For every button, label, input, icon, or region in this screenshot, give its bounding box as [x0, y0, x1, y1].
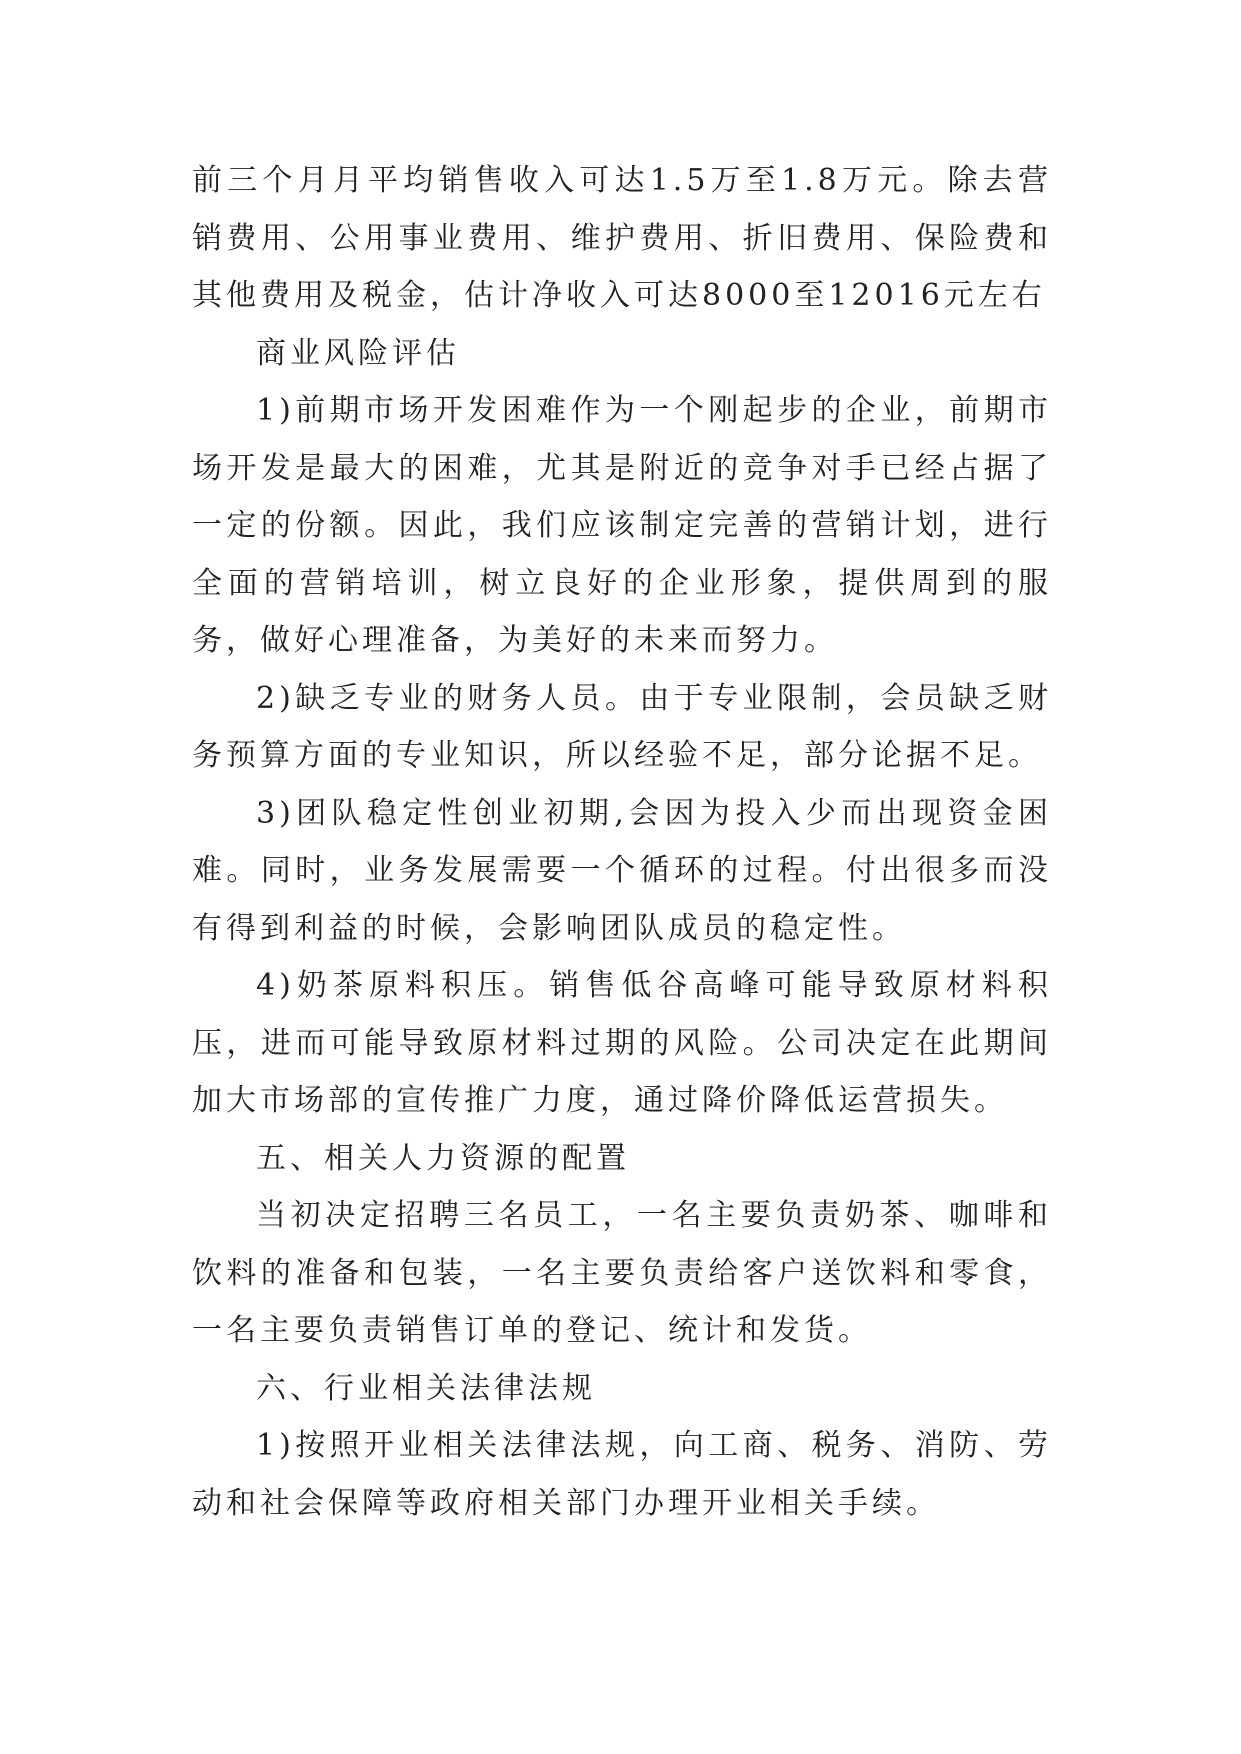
- paragraph-income-estimate: 前三个月月平均销售收入可达1.5万至1.8万元。除去营销费用、公用事业费用、维护费用、折旧费用、保险费和其他费用及税金，估计净收入可达8000至12016元左右: [192, 163, 1052, 313]
- paragraph-risk-finance-staff: 2)缺乏专业的财务人员。由于专业限制，会员缺乏财务预算方面的专业知识，所以经验不足，部分论据不足。: [192, 680, 1052, 773]
- heading-business-risk: 商业风险评估: [256, 335, 460, 371]
- paragraph-risk-team-stability: 3)团队稳定性创业初期,会因为投入少而出现资金困难。同时，业务发展需要一个循环的过程。付出很多而没有得到利益的时候，会影响团队成员的稳定性。: [192, 795, 1052, 946]
- heading-laws-regulations: 六、行业相关法律法规: [256, 1370, 596, 1406]
- document-body: [192, 152, 1052, 1532]
- paragraph-risk-market-development: 1)前期市场开发困难作为一个刚起步的企业，前期市场开发是最大的困难，尤其是附近的竞争对手已经占据了一定的份额。因此，我们应该制定完善的营销计划，进行全面的营销培训，树立良好的企业形象，提供周到的服务，做好心理准备，为美好的未来而努力。: [192, 393, 1052, 658]
- paragraph-risk-material-overstock: 4)奶茶原料积压。销售低谷高峰可能导致原材料积压，进而可能导致原材料过期的风险。公司决定在此期间加大市场部的宣传推广力度，通过降价降低运营损失。: [192, 968, 1052, 1118]
- paragraph-licensing-procedures: 1)按照开业相关法律法规，向工商、税务、消防、劳动和社会保障等政府相关部门办理开业相关手续。: [192, 1428, 1052, 1521]
- heading-human-resources: 五、相关人力资源的配置: [256, 1140, 630, 1176]
- paragraph-staffing-plan: 当初决定招聘三名员工，一名主要负责奶茶、咖啡和饮料的准备和包装，一名主要负责给客户送饮料和零食，一名主要负责销售订单的登记、统计和发货。: [192, 1198, 1052, 1348]
